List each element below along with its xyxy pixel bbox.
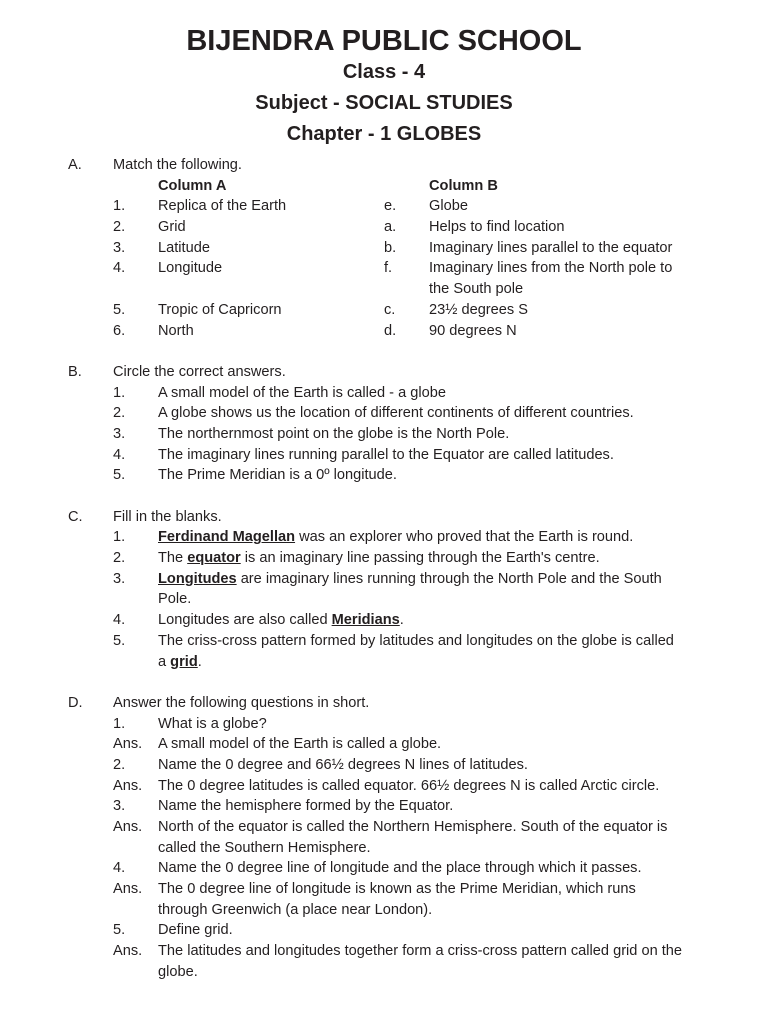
match-key: a. [384, 219, 397, 236]
column-b-item: Imaginary lines parallel to the equator [429, 239, 673, 256]
question-row [0, 858, 768, 879]
section-c-heading [0, 507, 768, 528]
question-number: 2. [113, 756, 126, 773]
item-number: 3. [113, 425, 126, 442]
answer-text-continued: globe. [158, 963, 198, 980]
match-key: c. [384, 301, 396, 318]
school-name: BIJENDRA PUBLIC SCHOOL [186, 25, 582, 57]
column-a-item: North [158, 322, 194, 339]
list-item-continuation [0, 589, 768, 610]
answer-text: The 0 degree line of longitude is known as the Prime Meridian, which runs [158, 881, 636, 898]
column-b-item: Helps to find location [429, 219, 565, 236]
section-b-heading [0, 362, 768, 383]
section-letter: D. [68, 694, 83, 711]
text-after: is an imaginary line passing through the Earth's centre. [240, 550, 600, 567]
section-spacer [0, 486, 768, 507]
column-b-item: 90 degrees N [429, 322, 517, 339]
match-row [0, 300, 768, 321]
column-b-header: Column B [429, 177, 498, 194]
question-row [0, 714, 768, 735]
section-letter: B. [68, 363, 82, 380]
match-key: d. [384, 322, 397, 339]
match-row [0, 217, 768, 238]
item-number: 4. [113, 260, 126, 277]
answer-label: Ans. [113, 736, 143, 753]
match-column-headers [0, 176, 768, 197]
column-a-item: Grid [158, 219, 186, 236]
match-row [0, 258, 768, 279]
item-number: 5. [113, 467, 126, 484]
item-text: The northernmost point on the globe is the North Pole. [158, 425, 510, 442]
column-a-item: Longitude [158, 260, 223, 277]
question-row [0, 755, 768, 776]
chapter-title: Chapter - 1 GLOBES [286, 123, 482, 145]
match-row [0, 321, 768, 342]
item-number: 5. [113, 301, 126, 318]
match-key: e. [384, 198, 397, 215]
section-letter: C. [68, 508, 83, 525]
question-text: What is a globe? [158, 715, 267, 732]
answer-row [0, 941, 768, 962]
answer-label: Ans. [113, 881, 143, 898]
question-number: 3. [113, 798, 126, 815]
list-item-continuation [0, 652, 768, 673]
item-text: The imaginary lines running parallel to the Equator are called latitudes. [158, 446, 614, 463]
answer-text-continued: called the Southern Hemisphere. [158, 839, 371, 856]
item-text-continued: Pole. [158, 591, 192, 608]
answer-text-continued: through Greenwich (a place near London). [158, 901, 433, 918]
item-number: 1. [113, 198, 126, 215]
item-number: 2. [113, 405, 126, 422]
item-text: The Prime Meridian is a 0º longitude. [158, 467, 397, 484]
list-item [0, 424, 768, 445]
question-row [0, 796, 768, 817]
item-text [158, 610, 404, 631]
blank-answer: grid [170, 653, 198, 670]
answer-row [0, 817, 768, 838]
answer-row-continuation [0, 900, 768, 921]
list-item [0, 403, 768, 424]
answer-row [0, 879, 768, 900]
item-number: 1. [113, 384, 126, 401]
text-after: . [197, 653, 202, 670]
column-a-item: Tropic of Capricorn [158, 301, 282, 318]
item-number: 2. [113, 550, 126, 567]
list-item [0, 527, 768, 548]
blank-answer: Meridians [331, 612, 400, 629]
question-text: Name the 0 degree and 66½ degrees N lines of latitudes. [158, 756, 528, 773]
question-row [0, 920, 768, 941]
question-number: 1. [113, 715, 126, 732]
list-item [0, 383, 768, 404]
list-item [0, 445, 768, 466]
item-text: The criss-cross pattern formed by latitudes and longitudes on the globe is called [158, 632, 674, 649]
question-number: 5. [113, 922, 126, 939]
item-text [158, 569, 662, 590]
worksheet-content [0, 155, 768, 983]
section-letter: A. [68, 157, 82, 173]
subject-label: Subject - SOCIAL STUDIES [255, 92, 513, 114]
column-b-item: Imaginary lines from the North pole to [429, 260, 673, 277]
item-number: 3. [113, 239, 126, 256]
column-a-header: Column A [158, 177, 227, 194]
column-a-item: Latitude [158, 239, 210, 256]
section-title: Fill in the blanks. [113, 508, 222, 525]
answer-row-continuation [0, 962, 768, 983]
answer-text: The 0 degree latitudes is called equator. 66½ degrees N is called Arctic circle. [158, 777, 660, 794]
blank-answer: Longitudes [158, 570, 237, 587]
blank-answer: equator [187, 550, 241, 567]
text-after: are imaginary lines running through the North Pole and the South [236, 570, 662, 587]
section-spacer [0, 341, 768, 362]
item-number: 6. [113, 322, 126, 339]
section-title: Circle the correct answers. [113, 363, 286, 380]
item-number: 2. [113, 219, 126, 236]
text-before: a [158, 653, 171, 670]
question-text: Name the hemisphere formed by the Equator. [158, 798, 454, 815]
list-item [0, 548, 768, 569]
section-title: Match the following. [113, 157, 242, 173]
item-text: A globe shows us the location of different continents of different countries. [158, 405, 634, 422]
item-number: 1. [113, 529, 126, 546]
answer-text: North of the equator is called the Northern Hemisphere. South of the equator is [158, 819, 668, 835]
text-before: Longitudes are also called [158, 612, 332, 629]
answer-row-continuation [0, 838, 768, 859]
section-a-heading [0, 155, 768, 176]
list-item [0, 610, 768, 631]
text-after: was an explorer who proved that the Earth is round. [295, 529, 634, 546]
blank-answer: Ferdinand Magellan [158, 529, 296, 546]
item-number: 4. [113, 446, 126, 463]
item-number: 4. [113, 612, 126, 629]
item-number: 5. [113, 632, 126, 649]
match-row [0, 196, 768, 217]
list-item [0, 631, 768, 652]
item-text-continued [158, 652, 202, 673]
list-item [0, 569, 768, 590]
question-text: Name the 0 degree line of longitude and the place through which it passes. [158, 860, 642, 877]
section-d-heading [0, 693, 768, 714]
answer-label: Ans. [113, 777, 143, 794]
answer-label: Ans. [113, 943, 143, 960]
column-a-item: Replica of the Earth [158, 198, 287, 215]
class-label: Class - 4 [342, 61, 426, 83]
question-number: 4. [113, 860, 126, 877]
answer-label: Ans. [113, 819, 143, 835]
match-row-continuation [0, 279, 768, 300]
question-text: Define grid. [158, 922, 233, 939]
text-after: . [399, 612, 404, 629]
column-b-item: 23½ degrees S [429, 301, 528, 318]
item-text: A small model of the Earth is called - a globe [158, 384, 446, 401]
column-b-item: Globe [429, 198, 468, 215]
section-title: Answer the following questions in short. [113, 694, 370, 711]
answer-text: A small model of the Earth is called a globe. [158, 736, 442, 753]
item-number: 3. [113, 570, 126, 587]
match-row [0, 238, 768, 259]
column-b-item-continued: the South pole [429, 281, 524, 298]
answer-row [0, 776, 768, 797]
item-text [158, 527, 633, 548]
answer-text: The latitudes and longitudes together form a criss-cross pattern called grid on the [158, 943, 683, 960]
match-key: f. [384, 260, 393, 277]
item-text [158, 548, 600, 569]
answer-row [0, 734, 768, 755]
text-before: The [158, 550, 188, 567]
match-key: b. [384, 239, 397, 256]
section-spacer [0, 672, 768, 693]
list-item [0, 465, 768, 486]
